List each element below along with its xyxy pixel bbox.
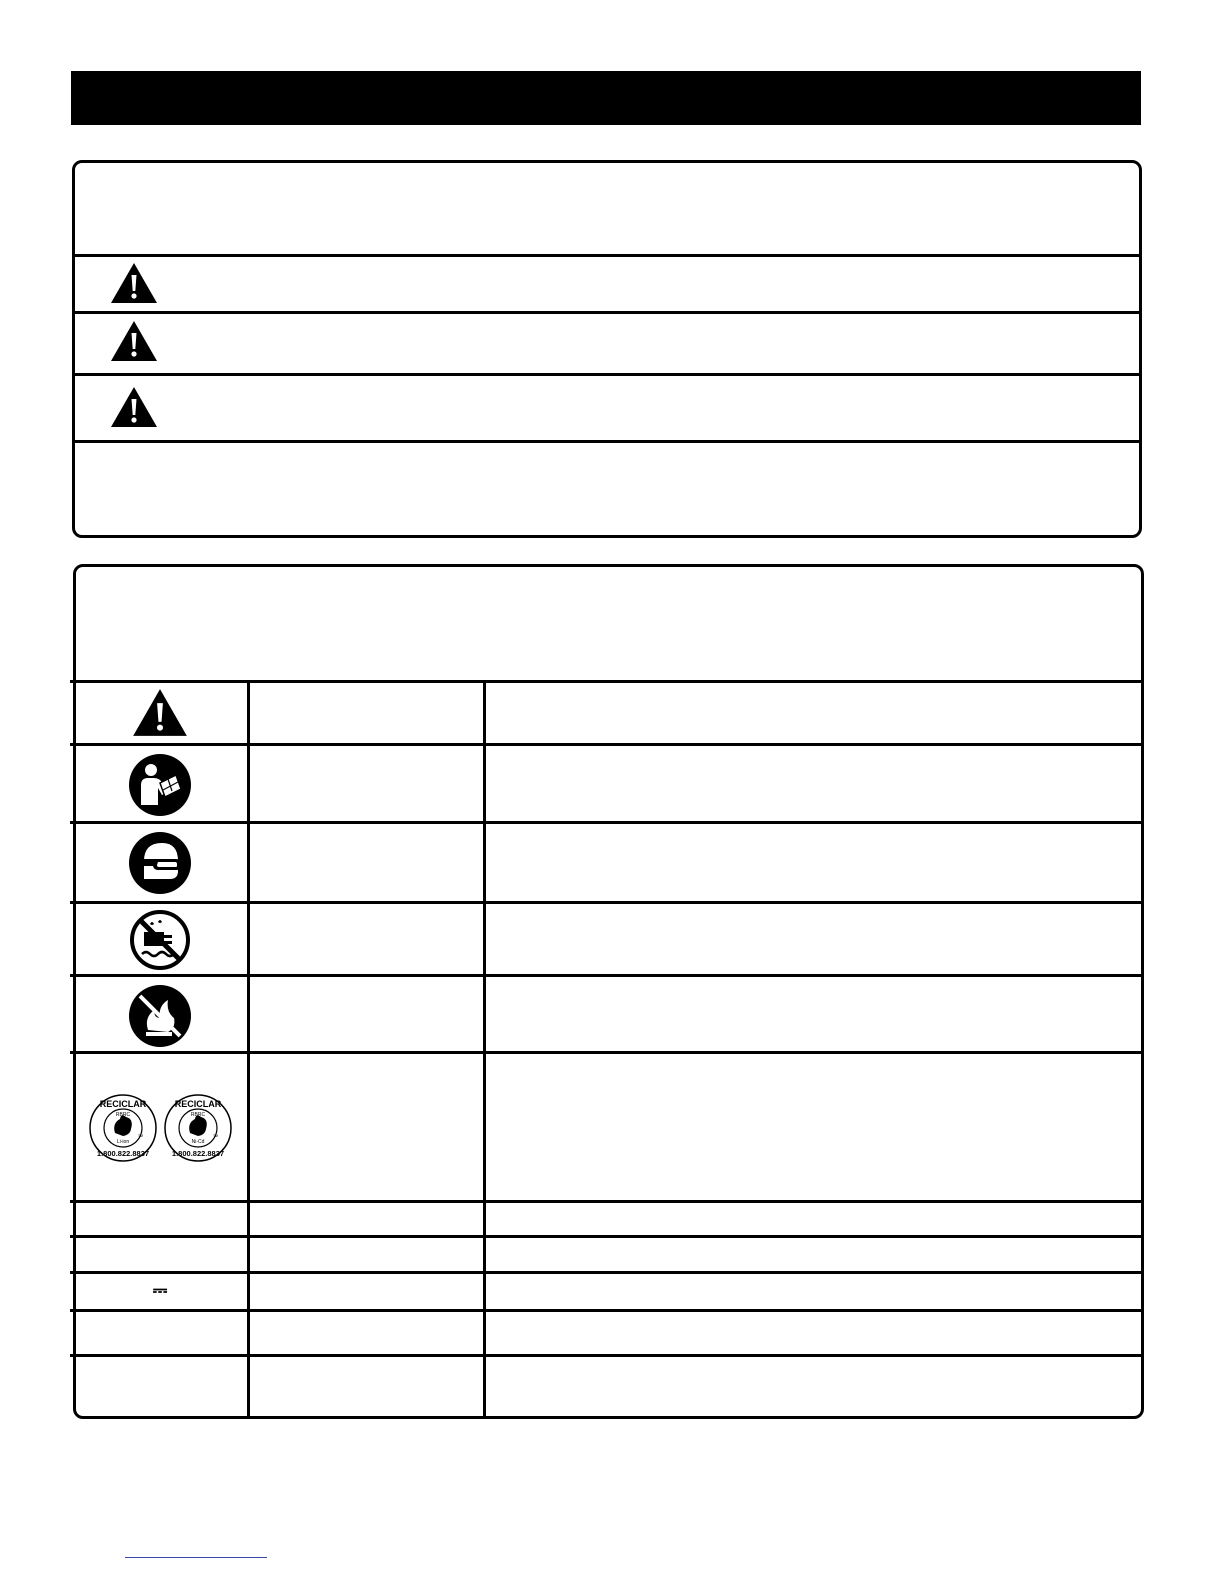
warning-triangle-icon: [110, 320, 158, 362]
no-wet-conditions-icon: [130, 910, 190, 970]
rbrc-recycle-seal-ni-cd-icon: [163, 1093, 233, 1163]
seal-trademark-text: TM: [213, 1134, 219, 1138]
seal-org-text: RBRC: [115, 1112, 131, 1118]
warning-triangle-icon: [110, 386, 158, 428]
rbrc-recycle-seal-li-ion-icon: [88, 1093, 158, 1163]
seal-chem-text: Li-ion: [116, 1139, 130, 1145]
eye-protection-icon: [128, 831, 192, 895]
symbols-table-box: [73, 564, 1144, 1419]
divider: [73, 311, 1141, 314]
table-row-divider: [70, 901, 1143, 904]
table-row-divider: [70, 680, 1143, 683]
seal-trademark-text: TM: [138, 1134, 144, 1138]
seal-chem-text: Ni-Cd: [191, 1139, 205, 1145]
seal-phone-text: 1.800.822.8837: [171, 1149, 225, 1158]
table-row-divider: [70, 1200, 1143, 1203]
signal-words-box: [72, 160, 1142, 538]
read-manual-icon: [128, 753, 192, 817]
section-header-bar: [71, 71, 1141, 125]
footer-link-underline[interactable]: [125, 1557, 267, 1558]
table-row-divider: [70, 1271, 1143, 1274]
divider: [73, 254, 1141, 257]
table-row-divider: [70, 821, 1143, 824]
seal-phone-text: 1.800.822.8837: [96, 1149, 150, 1158]
warning-triangle-icon: [110, 262, 158, 304]
seal-top-text: RECICLAR: [174, 1099, 222, 1109]
no-fire-icon: [128, 984, 192, 1048]
table-row-divider: [70, 974, 1143, 977]
divider: [73, 440, 1141, 443]
table-column-divider: [247, 682, 250, 1417]
table-row-divider: [70, 1051, 1143, 1054]
table-row-divider: [70, 743, 1143, 746]
table-row-divider: [70, 1309, 1143, 1312]
seal-org-text: RBRC: [190, 1112, 206, 1118]
warning-triangle-icon: [132, 688, 188, 737]
table-row-divider: [70, 1235, 1143, 1238]
table-column-divider: [483, 682, 486, 1417]
seal-top-text: RECICLAR: [99, 1099, 147, 1109]
direct-current-symbol: ⎓: [152, 1280, 168, 1300]
table-row-divider: [70, 1354, 1143, 1357]
divider: [73, 373, 1141, 376]
